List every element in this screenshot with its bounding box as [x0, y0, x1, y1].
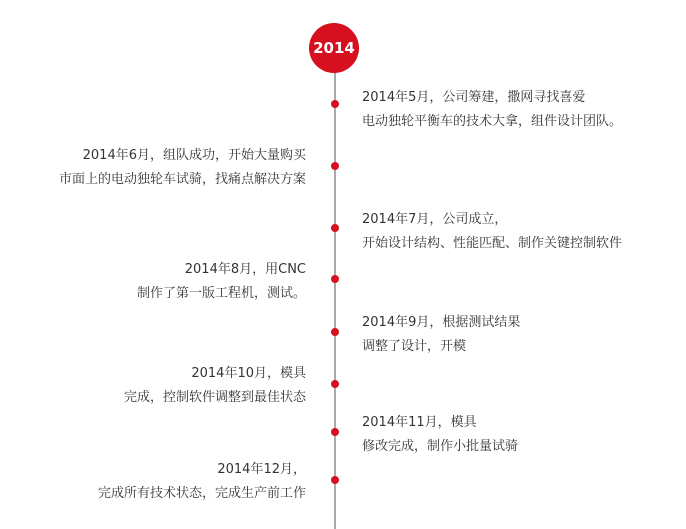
timeline-dot [331, 476, 339, 484]
timeline-dot [331, 224, 339, 232]
timeline-event-2014-09 [362, 311, 520, 359]
event-text: 制作了第一版工程机，测试。 [136, 286, 306, 301]
event-text: 电动独轮平衡车的技术大拿，组件设计团队。 [362, 114, 623, 129]
event-text: 2014年11月，模具 [362, 415, 477, 430]
event-text: 修改完成，制作小批量试骑 [362, 439, 519, 454]
event-text: 开始设计结构、性能匹配、制作关键控制软件 [362, 236, 623, 251]
timeline-axis [334, 70, 336, 529]
timeline-event-2014-11 [362, 411, 518, 459]
timeline-dot [331, 328, 339, 336]
event-text: 2014年9月，根据测试结果 [362, 315, 521, 330]
event-text: 2014年10月，模具 [191, 366, 306, 381]
event-text: 完成所有技术状态，完成生产前工作 [97, 486, 306, 501]
event-text: 2014年8月，用CNC [184, 262, 306, 277]
timeline-event-2014-06 [59, 144, 306, 192]
event-text: 2014年6月，组队成功，开始大量购买 [82, 148, 306, 163]
timeline-dot [331, 380, 339, 388]
timeline-dot [331, 275, 339, 283]
event-text: 2014年12月， [217, 462, 306, 477]
event-text: 市面上的电动独轮车试骑，找痛点解决方案 [58, 172, 306, 187]
event-text: 2014年7月，公司成立， [362, 212, 508, 227]
timeline-event-2014-12 [98, 458, 306, 506]
timeline-event-2014-07 [362, 208, 622, 256]
event-text: 完成，控制软件调整到最佳状态 [123, 390, 306, 405]
timeline-event-2014-10 [124, 362, 306, 410]
event-text: 调整了设计，开模 [362, 339, 467, 354]
timeline-event-2014-05 [362, 86, 622, 134]
timeline-dot [331, 100, 339, 108]
timeline-dot [331, 162, 339, 170]
timeline-event-2014-08 [137, 258, 306, 306]
event-text: 2014年5月，公司筹建，撒网寻找喜爱 [362, 90, 586, 105]
timeline-dot [331, 428, 339, 436]
year-badge: 2014 [309, 23, 359, 73]
